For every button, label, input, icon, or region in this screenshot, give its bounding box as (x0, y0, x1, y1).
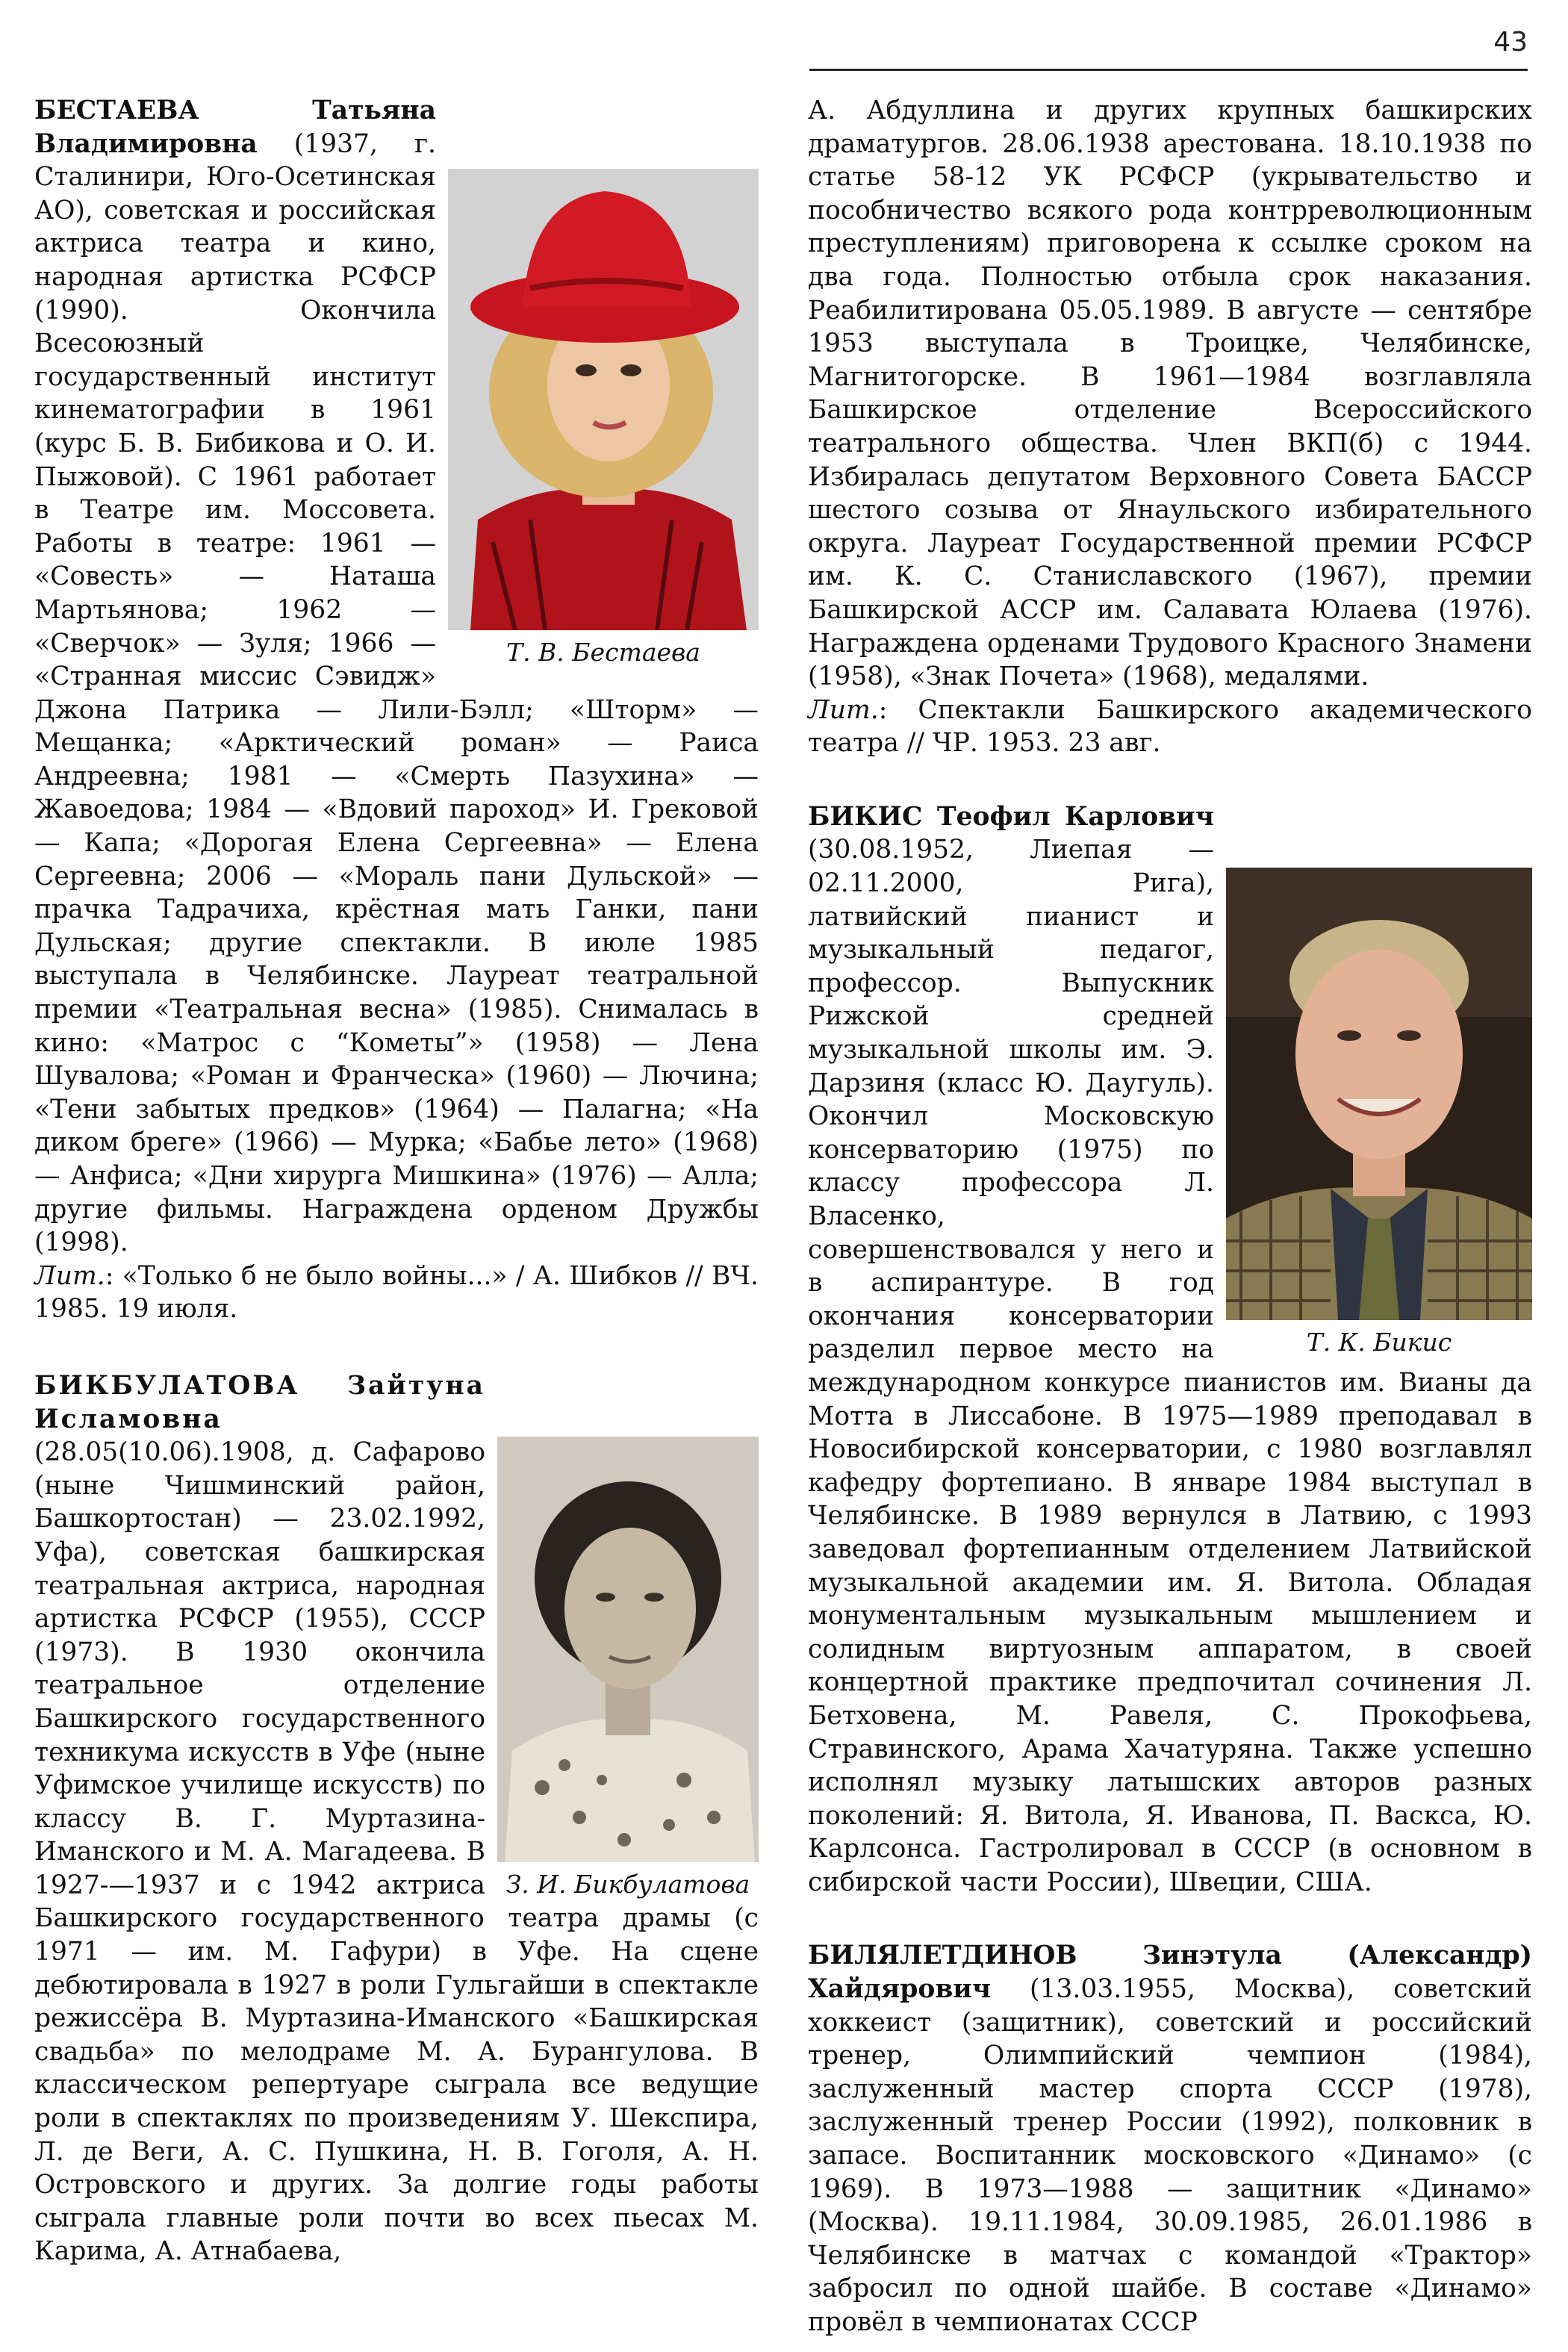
entry-title: БИЛЯЛЕТДИНОВ Зинэтула (Александр) Хайдярович (808, 1941, 1532, 2005)
header-rule (809, 69, 1528, 71)
photo-figure-bikis (1226, 868, 1532, 1357)
literature-label: Лит. (808, 694, 879, 725)
photo-figure-bikbulatova (497, 1437, 759, 1900)
portrait-photo-bikbulatova (497, 1437, 759, 1862)
literature-text: : «Только б не было войны...» / А. Шибков // ВЧ. 1985. 19 июля. (34, 1260, 759, 1325)
photo-figure-bestaeva (448, 169, 759, 668)
portrait-photo-bikis (1226, 868, 1532, 1320)
page-number: 43 (1493, 27, 1528, 57)
entry-title: БИКИС Теофил Карлович (808, 801, 1214, 832)
literature-text: : Спектакли Башкирского академического театра // ЧР. 1953. 23 авг. (808, 694, 1532, 759)
entry-body: (30.08.1952, Лиепая — 02.11.2000, Рига), латвийский пианист и музыкальный педагог, профессор. Выпускник Рижской средней музыкальной школы им. Э. Дарзиня (класс Ю. Даугуль). Окончил Московскую консерваторию (1975) по классу профессора Л. Власенко, совершенствовался у него и в аспирантуре. В год окончания консерватории разделил первое место на международном конкурсе пианистов им. Вианы да Мотта в Лиссабоне. В 1975—1989 преподавал в Новосибирской консерватории, с 1980 возглавлял кафедру фортепиано. В январе 1984 выступал в Челябинске. В 1989 вернулся в Латвию, с 1993 заведовал фортепианным отделением Латвийской музыкальной академии им. Я. Витола. Обладая монументальным музыкальным мышлением и солидным виртуозным аппаратом, в своей концертной практике предпочитал сочинения Л. Бетховена, М. Равеля, С. Прокофьева, Стравинского, Арама Хачатуряна. Также успешно исполнял музыку латышских авторов разных поколений: Я. Витола, Я. Иванова, П. Васкса, Ю. Карлсонса. Гастролировал в СССР (в основном в сибирской части России), Швеции, США. (808, 835, 1532, 1897)
entry-bikbulatova (34, 1369, 759, 2268)
right-column (808, 94, 1532, 2339)
portrait-image (448, 169, 759, 630)
portrait-photo-bestaeva (448, 169, 759, 630)
photo-caption: З. И. Бикбулатова (505, 1869, 750, 1899)
literature-reference (808, 694, 1532, 760)
portrait-image (497, 1437, 759, 1862)
photo-caption: Т. К. Бикис (1306, 1327, 1452, 1357)
literature-label: Лит. (34, 1260, 105, 1291)
entry-title: БИКБУЛАТОВА Зайтуна Исламовна (34, 1370, 485, 1434)
entry-bestaeva (34, 94, 759, 1260)
entry-body: (1937, г. Сталинири, Юго-Осетинская АО), советская и российская актриса театра и кино, народная артистка РСФСР (1990). Окончила Всесоюзный государственный институт кинематографии в 1961 (курс Б. В. Бибикова и О. И. Пыжовой). С 1961 работает в Театре им. Моссовета. Работы в театре: 1961 — «Совесть» — Наташа Мартьянова; 1962 — «Сверчок» — Зуля; 1966 — «Странная миссис Сэвидж» Джона Патрика — Лили-Бэлл; «Шторм» — Мещанка; «Арктический роман» — Раиса Андреевна; 1981 — «Смерть Пазухина» — Жавоедова; 1984 — «Вдовий пароход» И. Грековой — Капа; «Дорогая Елена Сергеевна» — Елена Сергеевна; 2006 — «Мораль пани Дульской» — прачка Тадрачиха, крёстная мать Ганки, пани Дульская; другие спектакли. В июле 1985 выступала в Челябинске. Лауреат театральной премии «Театральная весна» (1985). Снималась в кино: «Матрос с “Кометы”» (1958) — Лена Шувалова; «Роман и Франческа» (1960) — Лючина; «Тени забытых предков» (1964) — Палагна; «На диком бреге» (1966) — Мурка; «Бабье лето» (1968) — Анфиса; «Дни хирурга Мишкина» (1976) — Алла; другие фильмы. Награждена орденом Дружбы (1998). (34, 128, 759, 1258)
left-column (34, 94, 759, 2268)
entry-title: БЕСТАЕВА Татьяна Владимировна (34, 96, 436, 159)
entry-body: (13.03.1955, Москва), советский хоккеист (защитник), советский и российский тренер, Олимпийский чемпион (1984), заслуженный мастер спорта СССР (1978), заслуженный тренер России (1992), полковник в запасе. Воспитанник московского «Динамо» (с 1969). В 1973—1988 — защитник «Динамо» (Москва). 19.11.1984, 30.09.1985, 26.01.1986 в Челябинске в матчах с командой «Трактор» забросил по одной шайбе. В составе «Динамо» провёл в чемпионатах СССР (808, 1974, 1532, 2337)
entry-body: (28.05(10.06).1908, д. Сафарово (ныне Чишминский район, Башкортостан) — 23.02.1992, Уфа), советская башкирская театральная актриса, народная артистка РСФСР (1955), СССР (1973). В 1930 окончила театральное отделение Башкирского государственного техникума искусств в Уфе (ныне Уфимское училище искусств) по классу В. Г. Муртазина-Иманского и М. А. Магадеева. В 1927-—1937 и с 1942 актриса Башкирского государственного театра драмы (с 1971 — им. М. Гафури) в Уфе. На сцене дебютировала в 1927 в роли Гульгайши в спектакле режиссёра В. Муртазина-Иманского «Башкирская свадьба» по мелодраме М. А. Бурангулова. В классическом репертуаре сыграла все ведущие роли в спектаклях по произведениям У. Шекспира, Л. де Веги, А. С. Пушкина, Н. В. Гоголя, А. Н. Островского и других. За долгие годы работы сыграла главные роли почти во всех пьесах М. Карима, А. Атнабаева, (34, 1437, 759, 2267)
portrait-image (1226, 868, 1532, 1320)
literature-reference (34, 1260, 759, 1326)
entry-bikbulatova-continued: А. Абдуллина и других крупных башкирских драматургов. 28.06.1938 арестована. 18.10.1938 по статье 58-12 УК РСФСР (укрывательство и пособничество всякого рода контрреволюционным преступлениям) приговорена к ссылке сроком на два года. Полностью отбыла срок наказания. Реабилитирована 05.05.1989. В августе — сентябре 1953 выступала в Троицке, Челябинске, Магнитогорске. В 1961—1984 возглавляла Башкирское отделение Всероссийского театрального общества. Член ВКП(б) с 1944. Избиралась депутатом Верховного Совета БАССР шестого созыва от Янаульского избирательного округа. Лауреат Государственной премии РСФСР им. К. С. Станиславского (1967), премии Башкирской АССР им. Салавата Юлаева (1976). Награждена орденами Трудового Красного Знамени (1958), «Знак Почета» (1968), медалями. (808, 96, 1532, 692)
entry-bilyaletdinov (808, 1939, 1532, 2339)
photo-caption: Т. В. Бестаева (506, 638, 700, 667)
entry-bikis (808, 800, 1532, 1900)
